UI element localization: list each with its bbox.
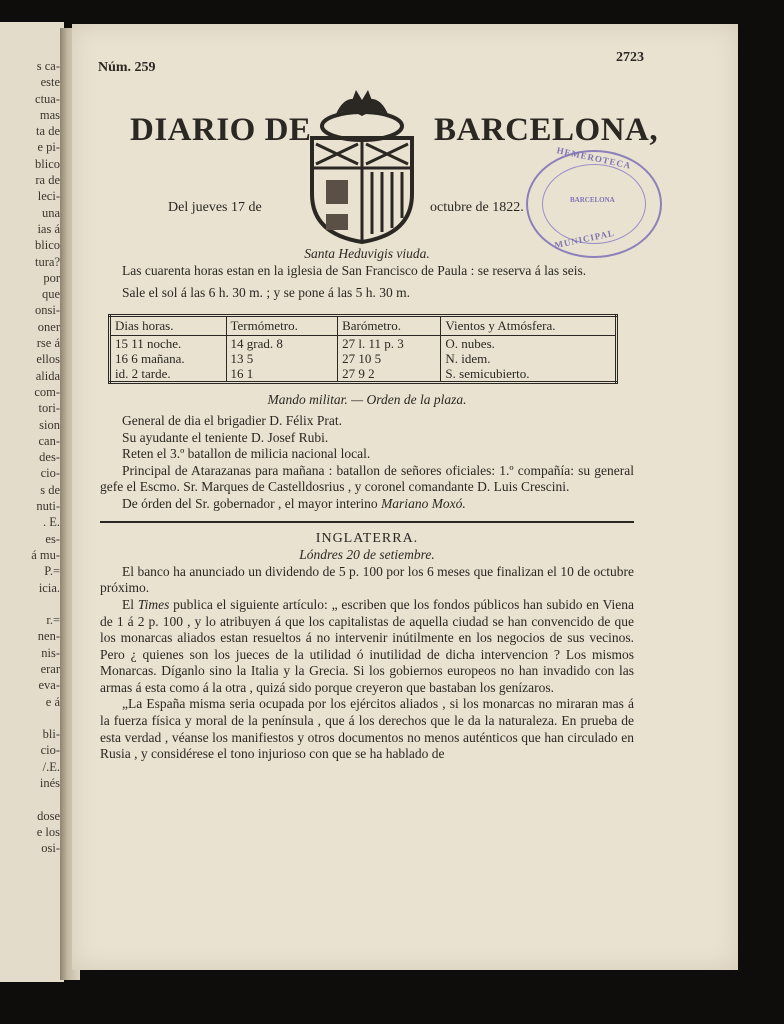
masthead-title-left: DIARIO DE bbox=[130, 112, 312, 148]
table-row bbox=[110, 351, 617, 366]
stamp-bottom-text: MUNICIPAL bbox=[553, 227, 616, 251]
table-cell: S. semicubierto. bbox=[445, 366, 530, 382]
stamp-center-text: BARCELONA bbox=[570, 196, 615, 204]
weather-header-thermometer: Termómetro. bbox=[226, 315, 338, 336]
left-page-fragment: onsi- bbox=[35, 303, 60, 318]
left-page-fragment: dose bbox=[37, 808, 60, 823]
left-page-fragment: P.= bbox=[44, 564, 60, 579]
article-body bbox=[100, 246, 634, 763]
p2-start: El bbox=[122, 596, 134, 612]
weather-header-row bbox=[110, 315, 617, 336]
left-page-fragment: nuti- bbox=[36, 499, 60, 514]
table-cell: 27 l. 11 p. 3 bbox=[338, 336, 441, 352]
left-page-fragment: icia. bbox=[38, 580, 60, 595]
military-line: General de dia el brigadier D. Félix Prat. bbox=[122, 412, 343, 428]
left-page-fragment: nis- bbox=[41, 645, 60, 660]
article-paragraph: El banco ha anunciado un dividendo de 5 p. 100 por los 6 meses que finalizan el 10 de octubre próximo. bbox=[100, 563, 634, 596]
left-page-fragment: oner bbox=[37, 319, 60, 334]
table-cell: O. nubes. bbox=[445, 336, 495, 352]
left-page-fragment: este bbox=[40, 75, 60, 90]
left-page-fragment: blico bbox=[35, 156, 60, 171]
left-page-fragment: tura? bbox=[35, 254, 60, 269]
table-row bbox=[110, 366, 617, 383]
left-page-fragment: que bbox=[41, 287, 60, 302]
left-page-fragment: r.= bbox=[46, 613, 60, 628]
left-page-fragment: /.E. bbox=[42, 759, 60, 774]
saint-of-day: Santa Heduvigis viuda. bbox=[304, 246, 430, 261]
left-page-fragment: ias á bbox=[37, 221, 60, 236]
left-page-fragment: eva- bbox=[38, 678, 60, 693]
table-cell: 15 11 noche. bbox=[110, 336, 227, 352]
weather-header-winds: Vientos y Atmósfera. bbox=[441, 315, 617, 336]
intro-sunrise: Sale el sol á las 6 h. 30 m. ; y se pone á las 5 h. 30 m. bbox=[122, 285, 410, 301]
military-line: Reten el 3.º batallon de milicia nacional local. bbox=[122, 446, 371, 462]
left-page-fragment: e los bbox=[36, 824, 60, 839]
left-page-fragment: mas bbox=[39, 107, 60, 122]
left-page-fragment: osi- bbox=[41, 841, 60, 856]
date-line-right: octubre de 1822. bbox=[430, 200, 524, 215]
left-page-fragment: can- bbox=[38, 433, 60, 448]
left-page-fragment bbox=[0, 596, 60, 612]
weather-header-days: Dias horas. bbox=[110, 315, 227, 336]
newspaper-page bbox=[72, 24, 738, 970]
left-page-fragment: por bbox=[43, 270, 60, 285]
table-cell: N. idem. bbox=[445, 351, 491, 367]
intro-forty-hours: Las cuarenta horas estan en la iglesia de San Francisco de Paula : se reserva á las seis. bbox=[122, 262, 587, 278]
military-heading: Mando militar. — Orden de la plaza. bbox=[267, 392, 467, 408]
p2-rest: publica el siguiente artículo: „ escriben que los fondos públicos han subido en Viena de 1 á 2 p. 100 , y lo atribuyen á que los capitalistas de aquella ciudad se han convencido de que los monarcas aliados estan resueltos á no intervenir inútilmente en los negocios de sus vecinos. Pero ¿ quienes son los jueces de la utilidad ó inutilidad de dicha intervencion ? Los mismos Monarcas. Díganlo sino la Italia y la Grecia. Si los gobiernos europeos no han invadido con las armas á esta como á la otra , quizá sido porque creyeron que bastaban los genízaros. bbox=[100, 596, 635, 695]
weather-table bbox=[108, 314, 618, 385]
left-page-fragment: e pi- bbox=[37, 140, 60, 155]
left-page-fragment: á mu- bbox=[31, 547, 60, 562]
left-page-fragment: bli- bbox=[42, 727, 60, 742]
left-page-fragment: una bbox=[41, 205, 60, 220]
order-prefix: De órden del Sr. gobernador , el mayor interino bbox=[122, 495, 378, 511]
left-page-fragment: ellos bbox=[36, 352, 60, 367]
military-line: Principal de Atarazanas para mañana : batallon de señores oficiales: 1.º compañía: su general gefe el Escmo. Sr. Marques de Castelldosrius , y coronel comandante D. Luis Crescini. bbox=[100, 462, 634, 495]
left-page-fragment: alida bbox=[35, 368, 60, 383]
issue-number: Núm. 259 bbox=[98, 60, 156, 75]
table-cell: 27 10 5 bbox=[338, 351, 441, 366]
newspaper-name: Times bbox=[137, 596, 170, 612]
masthead-title-right: BARCELONA, bbox=[434, 112, 659, 148]
coat-of-arms-icon bbox=[306, 84, 418, 266]
left-page-fragment: tori- bbox=[38, 401, 60, 416]
left-page-fragment: ctua- bbox=[35, 91, 60, 106]
military-line: Su ayudante el teniente D. Josef Rubi. bbox=[122, 429, 329, 445]
table-cell: 16 6 mañana. bbox=[110, 351, 227, 366]
table-cell: 27 9 2 bbox=[338, 366, 441, 383]
table-cell: 14 grad. 8 bbox=[226, 336, 338, 352]
table-cell: id. 2 tarde. bbox=[110, 366, 227, 383]
left-page-fragment: cio- bbox=[40, 743, 60, 758]
left-page-edge bbox=[0, 22, 64, 982]
left-page-fragment: e á bbox=[45, 694, 60, 709]
left-page-fragment: inés bbox=[39, 776, 60, 791]
left-page-fragment: nen- bbox=[37, 629, 60, 644]
table-cell: 16 1 bbox=[226, 366, 338, 383]
left-page-fragment: . E. bbox=[42, 515, 60, 530]
left-page-fragment: cio- bbox=[40, 466, 60, 481]
left-page-fragment: sion bbox=[39, 417, 60, 432]
left-page-fragment: com- bbox=[34, 384, 60, 399]
weather-header-barometer: Barómetro. bbox=[338, 315, 441, 336]
table-row bbox=[110, 336, 617, 352]
left-page-fragment: ra de bbox=[35, 173, 60, 188]
library-stamp bbox=[526, 145, 662, 258]
left-page-fragment: blico bbox=[35, 238, 60, 253]
article-paragraph bbox=[100, 597, 634, 697]
left-page-fragment bbox=[0, 791, 60, 807]
stamp-top-text: HEMEROTECA bbox=[555, 145, 633, 171]
left-page-fragment: s ca- bbox=[36, 59, 60, 73]
section-divider bbox=[100, 521, 634, 523]
left-page-fragment bbox=[0, 710, 60, 726]
left-page-text-fragments bbox=[0, 58, 60, 857]
section-title: INGLATERRA. bbox=[315, 530, 419, 546]
table-cell: 13 5 bbox=[226, 351, 338, 366]
military-order-line bbox=[100, 496, 634, 513]
date-line-left: Del jueves 17 de bbox=[168, 200, 262, 215]
left-page-fragment: es- bbox=[45, 531, 60, 546]
left-page-fragment: ta de bbox=[36, 124, 60, 139]
left-page-fragment: erar bbox=[40, 661, 60, 676]
left-page-fragment: des- bbox=[39, 450, 60, 465]
page-number: 2723 bbox=[616, 50, 644, 65]
left-page-fragment: s de bbox=[40, 482, 60, 497]
article-paragraph: „La España misma seria ocupada por los ejércitos aliados , si los monarcas no miraran mas á la fuerza física y moral de la península , que á los derechos que le da la naturaleza. En prueba de esta verdad , véanse los manifiestos y otros documentos no menos auténticos que han circulado en Rusia , y considérese el tono injurioso con que se ha hablado de bbox=[100, 696, 634, 762]
left-page-fragment: leci- bbox=[37, 189, 60, 204]
order-name: Mariano Moxó. bbox=[381, 495, 466, 511]
left-page-fragment: rse á bbox=[36, 336, 60, 351]
section-dateline: Lóndres 20 de setiembre. bbox=[299, 547, 435, 563]
